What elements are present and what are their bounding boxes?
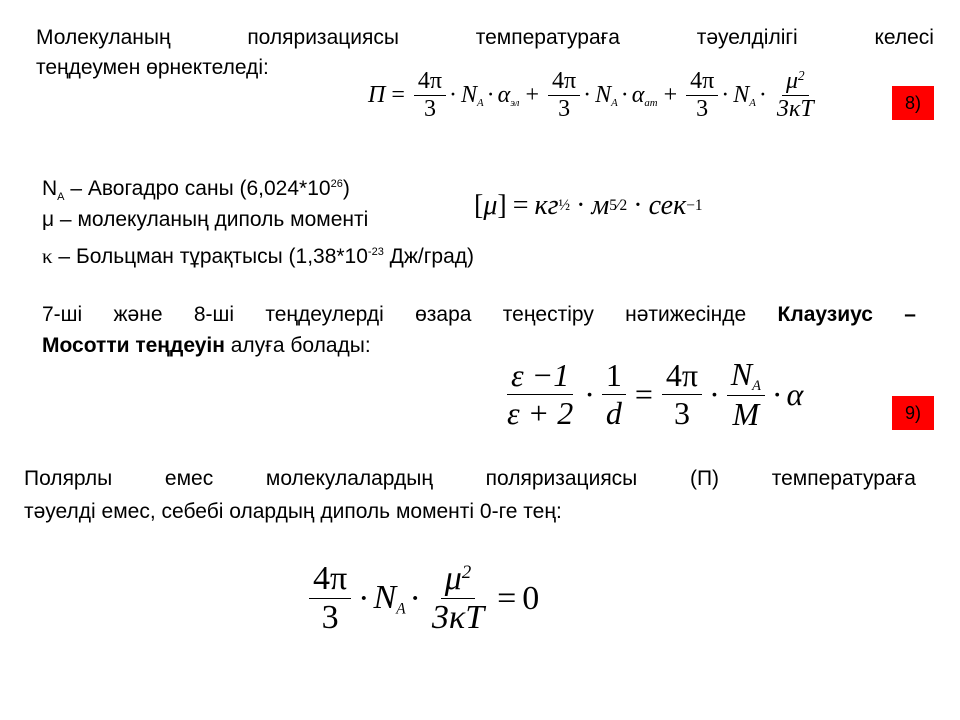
word: тәуелділігі: [696, 26, 798, 49]
fraction-4pi-3: [414, 68, 446, 123]
numerator: $\mu^2$: [441, 560, 475, 599]
dot-operator: ·: [709, 376, 720, 413]
dot-operator: ·: [620, 82, 629, 108]
numerator: 4π: [414, 68, 446, 96]
unit-sek: сек: [648, 190, 687, 221]
avogadro-symbol: $N_A$: [461, 82, 484, 109]
equals-sign: =: [634, 376, 653, 413]
denominator: M: [732, 396, 760, 433]
word: Молекуланың: [36, 26, 171, 49]
numerator: $N_A$: [727, 356, 765, 396]
unit-m: м: [591, 190, 610, 221]
dot-operator: ·: [721, 82, 730, 108]
numerator: 4π: [686, 68, 718, 96]
paragraph-intro-line1: [36, 24, 934, 52]
equation-9-clausius-mosotti: [500, 356, 803, 433]
numerator: 1: [602, 357, 626, 395]
denominator: 3: [696, 96, 709, 122]
paragraph-clausius-line2: Мосотти теңдеуін алуға болады:: [42, 334, 371, 357]
paragraph-nonpolar-line1: Полярлы емес молекулалардың поляризациясы (П) температураға: [24, 467, 916, 490]
zero-value: 0: [522, 579, 540, 617]
word: келесі: [874, 26, 934, 49]
fraction-4pi-3: [686, 68, 718, 123]
numerator: ε −1: [507, 357, 573, 395]
dipole-units-equation: [474, 190, 703, 222]
fraction-4pi-3: [662, 357, 702, 432]
definition-avogadro: $N_A$ – Авогадро саны $(6,024*10^{26})$: [42, 177, 350, 204]
avogadro-symbol: $N_A$: [373, 578, 406, 618]
numerator: 4π: [309, 560, 351, 599]
definition-dipole-moment: μ – молекуланың диполь моменті: [42, 208, 369, 231]
dot-operator: ·: [633, 190, 643, 221]
alpha-at-symbol: $\alpha_{ат}$: [631, 82, 658, 109]
dot-operator: ·: [576, 190, 586, 221]
numerator: 4π: [548, 68, 580, 96]
dot-operator: ·: [583, 82, 592, 108]
alpha-symbol: α: [786, 376, 804, 413]
numerator: $\mu^2$: [782, 68, 809, 96]
paragraph-clausius-line1: 7-ші және 8-ші теңдеулерді өзара теңестіру нәтижесінде Клаузиус –: [42, 303, 916, 326]
fraction-4pi-3: [309, 560, 351, 637]
denominator: 3: [321, 599, 339, 636]
fraction-NA-M: [727, 356, 765, 433]
kappa-symbol: κ: [42, 244, 53, 268]
paragraph-intro-line2: теңдеумен өрнектеледі:: [36, 56, 269, 79]
equation-8: [368, 68, 821, 123]
denominator: 3: [558, 96, 571, 122]
fraction-mu2-3kT: [428, 560, 488, 637]
dot-operator: ·: [449, 82, 458, 108]
dot-operator: ·: [771, 376, 783, 413]
dot-operator: ·: [486, 82, 495, 108]
mu-symbol: μ: [483, 190, 498, 221]
denominator: 3κT: [776, 96, 814, 122]
unit-kg: кг: [534, 190, 559, 221]
numerator: 4π: [662, 357, 702, 395]
right-bracket: ]: [497, 190, 507, 221]
dot-operator: ·: [758, 82, 767, 108]
denominator: ε + 2: [507, 395, 574, 432]
equals-sign: =: [391, 82, 405, 108]
equation-number-9: 9): [892, 396, 934, 430]
fraction-epsilon: [503, 357, 577, 432]
denominator: d: [605, 395, 622, 432]
dot-operator: ·: [409, 579, 421, 617]
left-bracket: [: [474, 190, 484, 221]
fraction-1-d: [602, 357, 626, 432]
fraction-mu2-3kT: [773, 68, 818, 123]
dot-operator: ·: [584, 376, 595, 413]
denominator: 3κT: [431, 599, 485, 636]
word: поляризациясы: [247, 26, 399, 49]
equation-number-8: 8): [892, 86, 934, 120]
paragraph-nonpolar-line2: тәуелді емес, себебі олардың диполь моменті 0-ге тең:: [24, 500, 562, 523]
plus-sign: +: [525, 82, 539, 108]
equals-sign: =: [497, 579, 517, 617]
denominator: 3: [423, 96, 436, 122]
exponent: −1: [686, 197, 703, 214]
alpha-el-symbol: $\alpha_{эл}$: [497, 82, 520, 109]
exponent: 5⁄2: [609, 197, 628, 214]
exponent: ½: [558, 197, 571, 214]
fraction-4pi-3: [548, 68, 580, 123]
polarization-symbol: П: [368, 82, 386, 108]
denominator: 3: [673, 395, 690, 432]
equals-sign: =: [512, 190, 529, 221]
equation-zero: [306, 560, 539, 637]
dot-operator: ·: [358, 579, 370, 617]
avogadro-symbol: $N_A$: [733, 82, 756, 109]
plus-sign: +: [663, 82, 678, 108]
avogadro-symbol: $N_A$: [595, 82, 618, 109]
word: температураға: [475, 26, 620, 49]
definition-boltzmann: κ – Больцман тұрақтысы ($1,38*10^{-23}$ Дж/град): [42, 244, 475, 268]
